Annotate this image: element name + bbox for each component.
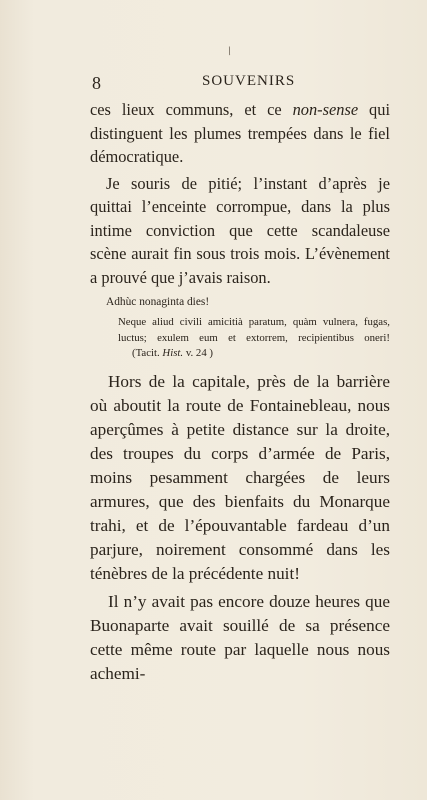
paragraph-4: Il n’y avait pas encore douze heures que Buonaparte avait souillé de sa présence cette même route par laquelle nous nous achemi- <box>90 591 390 683</box>
quote-citation-b: v. 24 ) <box>183 347 214 359</box>
quote-citation-a: (Tacit. <box>132 347 163 359</box>
page-body <box>90 98 390 686</box>
page-header <box>90 73 390 97</box>
quote-line: Adhùc nonaginta dies! <box>106 296 210 308</box>
page-number: 8 <box>92 73 101 93</box>
quote-block <box>118 315 390 362</box>
running-head: SOUVENIRS <box>202 73 296 89</box>
paragraph-1-italic: non-sense <box>292 100 359 119</box>
quote-citation-italic: Hist. <box>162 347 184 359</box>
paragraph-1-text-a: ces lieux communs, et ce <box>90 100 293 119</box>
quote-block-text: Neque aliud civili amicitià paratum, quàm vulnera, fugas, luctus; exulem eum et extorrem, recipientibus oneri! <box>118 316 390 344</box>
paragraph-3: Hors de la capitale, près de la barrière où aboutit la route de Fontainebleau, nous aperçûmes à petite distance sur la droite, des troupes du corps d’armée de Paris, moins pesamment chargées de leurs armures, que des bienfaits du Monarque trahi, et de l’épouvantable fardeau d’un parjure, noirement consommé dans les ténèbres de la précédente nuit! <box>90 371 390 583</box>
page-mark: / <box>226 45 234 58</box>
quote-citation <box>132 346 213 362</box>
paragraph-1 <box>90 98 390 169</box>
paragraph-1-text-b: qui distinguent les plumes trempées dans le fiel démocratique. <box>90 100 391 166</box>
paragraph-2: Je souris de pitié; l’instant d’après je quittai l’enceinte corrompue, dans la plus intime conviction que cette scandaleuse scène aurait fin sous trois mois. L’évènement a prouvé que j’avais raison. <box>90 173 390 287</box>
